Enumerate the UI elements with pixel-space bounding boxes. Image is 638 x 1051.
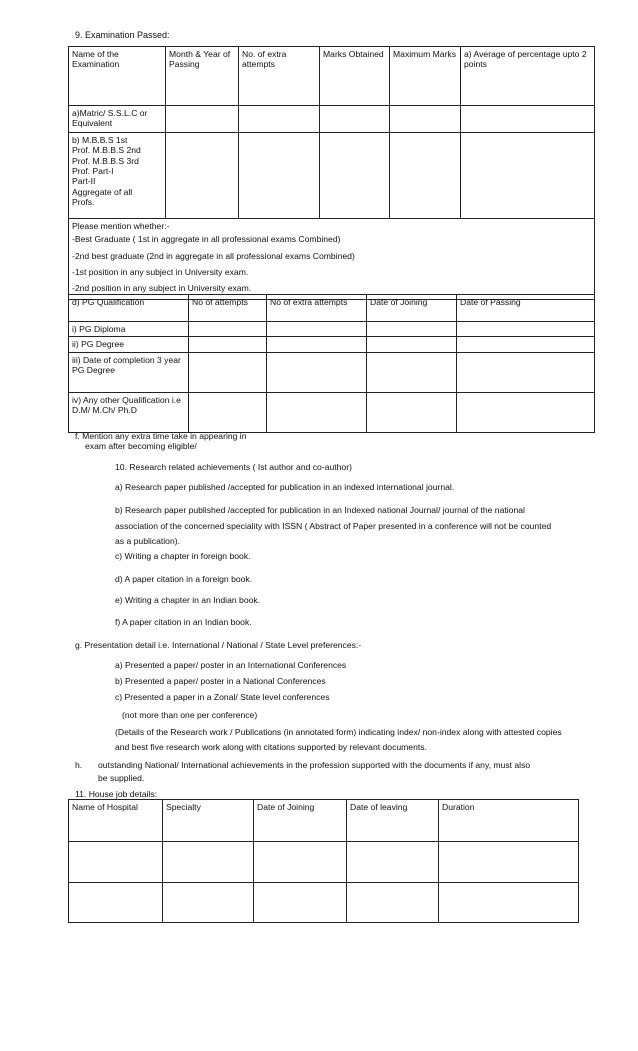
item-f-line2: exam after becoming eligible/: [85, 441, 197, 451]
header-extra-attempts: No. of extra attempts: [239, 47, 320, 106]
item-h-label: h.: [75, 760, 83, 770]
research-item-b-line1: b) Research paper published /accepted for publication in an Indexed national Journal/ journal of the national: [115, 505, 525, 515]
mbbs-line: Part-II: [72, 176, 96, 187]
item-f-line1: f. Mention any extra time take in appearing in: [75, 431, 247, 441]
house-job-header-row: [69, 800, 579, 842]
pg-header-qualification: d) PG Qualification: [69, 295, 189, 322]
pg-cell[interactable]: [189, 322, 267, 337]
presentation-details-line1: (Details of the Research work / Publications (in annotated form) indicating index/ non-index along with attested copies: [115, 727, 562, 737]
mention-line: Please mention whether:-: [72, 221, 170, 231]
house-job-cell[interactable]: [69, 842, 163, 883]
mbbs-line: Prof. Part-I: [72, 165, 114, 176]
pg-row-other: [69, 392, 595, 432]
pg-cell[interactable]: [367, 392, 457, 432]
pg-cell[interactable]: [367, 322, 457, 337]
pg-row-label: i) PG Diploma: [69, 322, 189, 337]
section-9-heading: 9. Examination Passed:: [75, 30, 170, 40]
pg-cell[interactable]: [267, 322, 367, 337]
pg-header-row: [69, 295, 595, 322]
cell-mbbs-average[interactable]: [461, 133, 595, 219]
mention-line: -1st position in any subject in University exam.: [72, 266, 249, 277]
header-date-of-leaving: Date of leaving: [347, 800, 439, 842]
research-item-a: a) Research paper published /accepted for publication in an indexed international journal.: [115, 482, 455, 492]
item-h-line1: outstanding National/ International achievements in the profession supported with the documents if any, must also: [98, 760, 531, 770]
cell-mbbs-marks[interactable]: [320, 133, 390, 219]
pg-cell[interactable]: [267, 337, 367, 352]
pg-cell[interactable]: [457, 337, 595, 352]
research-item-d: d) A paper citation in a foreign book.: [115, 574, 253, 584]
house-job-cell[interactable]: [347, 883, 439, 923]
cell-mbbs-attempts[interactable]: [239, 133, 320, 219]
research-item-b-line2: association of the concerned speciality with ISSN ( Abstract of Paper presented in a conference will not be counted: [115, 521, 552, 531]
header-average-percentage: a) Average of percentage upto 2 points: [461, 47, 595, 106]
pg-row-completion: [69, 352, 595, 392]
presentation-item-b: b) Presented a paper/ poster in a National Conferences: [115, 676, 326, 686]
exam-row-matric: [69, 106, 595, 133]
pg-header-date-passing: Date of Passing: [457, 295, 595, 322]
mention-line: -2nd best graduate (2nd in aggregate in all professional exams Combined): [72, 250, 355, 261]
pg-header-extra-attempts: No of extra attempts: [267, 295, 367, 322]
pg-cell[interactable]: [189, 392, 267, 432]
section-10-heading: 10. Research related achievements ( Ist author and co-author): [115, 462, 352, 472]
presentation-item-a: a) Presented a paper/ poster in an International Conferences: [115, 660, 347, 670]
pg-header-date-joining: Date of Joining: [367, 295, 457, 322]
cell-matric-month[interactable]: [166, 106, 239, 133]
mention-line: -Best Graduate ( 1st in aggregate in all professional exams Combined): [72, 234, 341, 245]
house-job-table: [68, 799, 579, 923]
header-name-of-hospital: Name of Hospital: [69, 800, 163, 842]
pg-cell[interactable]: [189, 337, 267, 352]
item-g-heading: g. Presentation detail i.e. International / National / State Level preferences:-: [75, 640, 362, 650]
header-date-of-joining: Date of Joining: [254, 800, 347, 842]
presentation-item-c: c) Presented a paper in a Zonal/ State level conferences: [115, 692, 330, 702]
exam-row-mention: [69, 219, 595, 300]
mention-line: -2nd position in any subject in University exam.: [72, 283, 252, 294]
research-item-c: c) Writing a chapter in foreign book.: [115, 551, 251, 561]
cell-matric-attempts[interactable]: [239, 106, 320, 133]
cell-matric-max[interactable]: [390, 106, 461, 133]
house-job-cell[interactable]: [163, 883, 254, 923]
house-job-cell[interactable]: [439, 842, 579, 883]
examination-table: [68, 46, 595, 300]
exam-row-mbbs: [69, 133, 595, 219]
house-job-cell[interactable]: [254, 842, 347, 883]
header-marks-obtained: Marks Obtained: [320, 47, 390, 106]
exam-header-row: [69, 47, 595, 106]
presentation-details-line2: and best five research work along with citations supported by relevant documents.: [115, 742, 427, 752]
pg-cell[interactable]: [267, 392, 367, 432]
house-job-row: [69, 883, 579, 923]
pg-row-label: iv) Any other Qualification i.e D.M/ M.Ch/ Ph.D: [69, 392, 189, 432]
pg-header-attempts: No of attempts: [189, 295, 267, 322]
house-job-cell[interactable]: [347, 842, 439, 883]
cell-mbbs-month[interactable]: [166, 133, 239, 219]
section-11-heading: 11. House job details:: [75, 789, 158, 799]
mention-whether-cell: [69, 219, 595, 300]
mbbs-line: Profs.: [72, 196, 95, 207]
mbbs-line: Aggregate of all: [72, 186, 133, 197]
presentation-note: (not more than one per conference): [122, 710, 258, 720]
pg-cell[interactable]: [189, 352, 267, 392]
research-item-f: f) A paper citation in an Indian book.: [115, 617, 252, 627]
pg-cell[interactable]: [367, 352, 457, 392]
research-item-b-line3: as a publication).: [115, 536, 180, 546]
header-maximum-marks: Maximum Marks: [390, 47, 461, 106]
mbbs-line: Prof. M.B.B.S 3rd: [72, 155, 139, 166]
house-job-cell[interactable]: [163, 842, 254, 883]
cell-matric-average[interactable]: [461, 106, 595, 133]
pg-qualification-table: [68, 294, 595, 433]
cell-matric-marks[interactable]: [320, 106, 390, 133]
pg-row-label: ii) PG Degree: [69, 337, 189, 352]
house-job-row: [69, 842, 579, 883]
pg-row-label: iii) Date of completion 3 year PG Degree: [69, 352, 189, 392]
pg-row-degree: [69, 337, 595, 352]
pg-cell[interactable]: [367, 337, 457, 352]
pg-cell[interactable]: [457, 352, 595, 392]
mbbs-line: b) M.B.B.S 1st: [72, 135, 128, 145]
pg-cell[interactable]: [457, 322, 595, 337]
row-label-mbbs: [69, 133, 166, 219]
pg-cell[interactable]: [267, 352, 367, 392]
house-job-cell[interactable]: [439, 883, 579, 923]
research-item-e: e) Writing a chapter in an Indian book.: [115, 595, 261, 605]
pg-cell[interactable]: [457, 392, 595, 432]
house-job-cell[interactable]: [254, 883, 347, 923]
cell-mbbs-max[interactable]: [390, 133, 461, 219]
header-month-year: Month & Year of Passing: [166, 47, 239, 106]
item-h-line2: be supplied.: [98, 773, 145, 783]
pg-row-diploma: [69, 322, 595, 337]
header-specialty: Specialty: [163, 800, 254, 842]
header-duration: Duration: [439, 800, 579, 842]
mbbs-line: Prof. M.B.B.S 2nd: [72, 145, 141, 156]
row-label-matric: a)Matric/ S.S.L.C or Equivalent: [69, 106, 166, 133]
house-job-cell[interactable]: [69, 883, 163, 923]
header-name-of-examination: Name of the Examination: [69, 47, 166, 106]
